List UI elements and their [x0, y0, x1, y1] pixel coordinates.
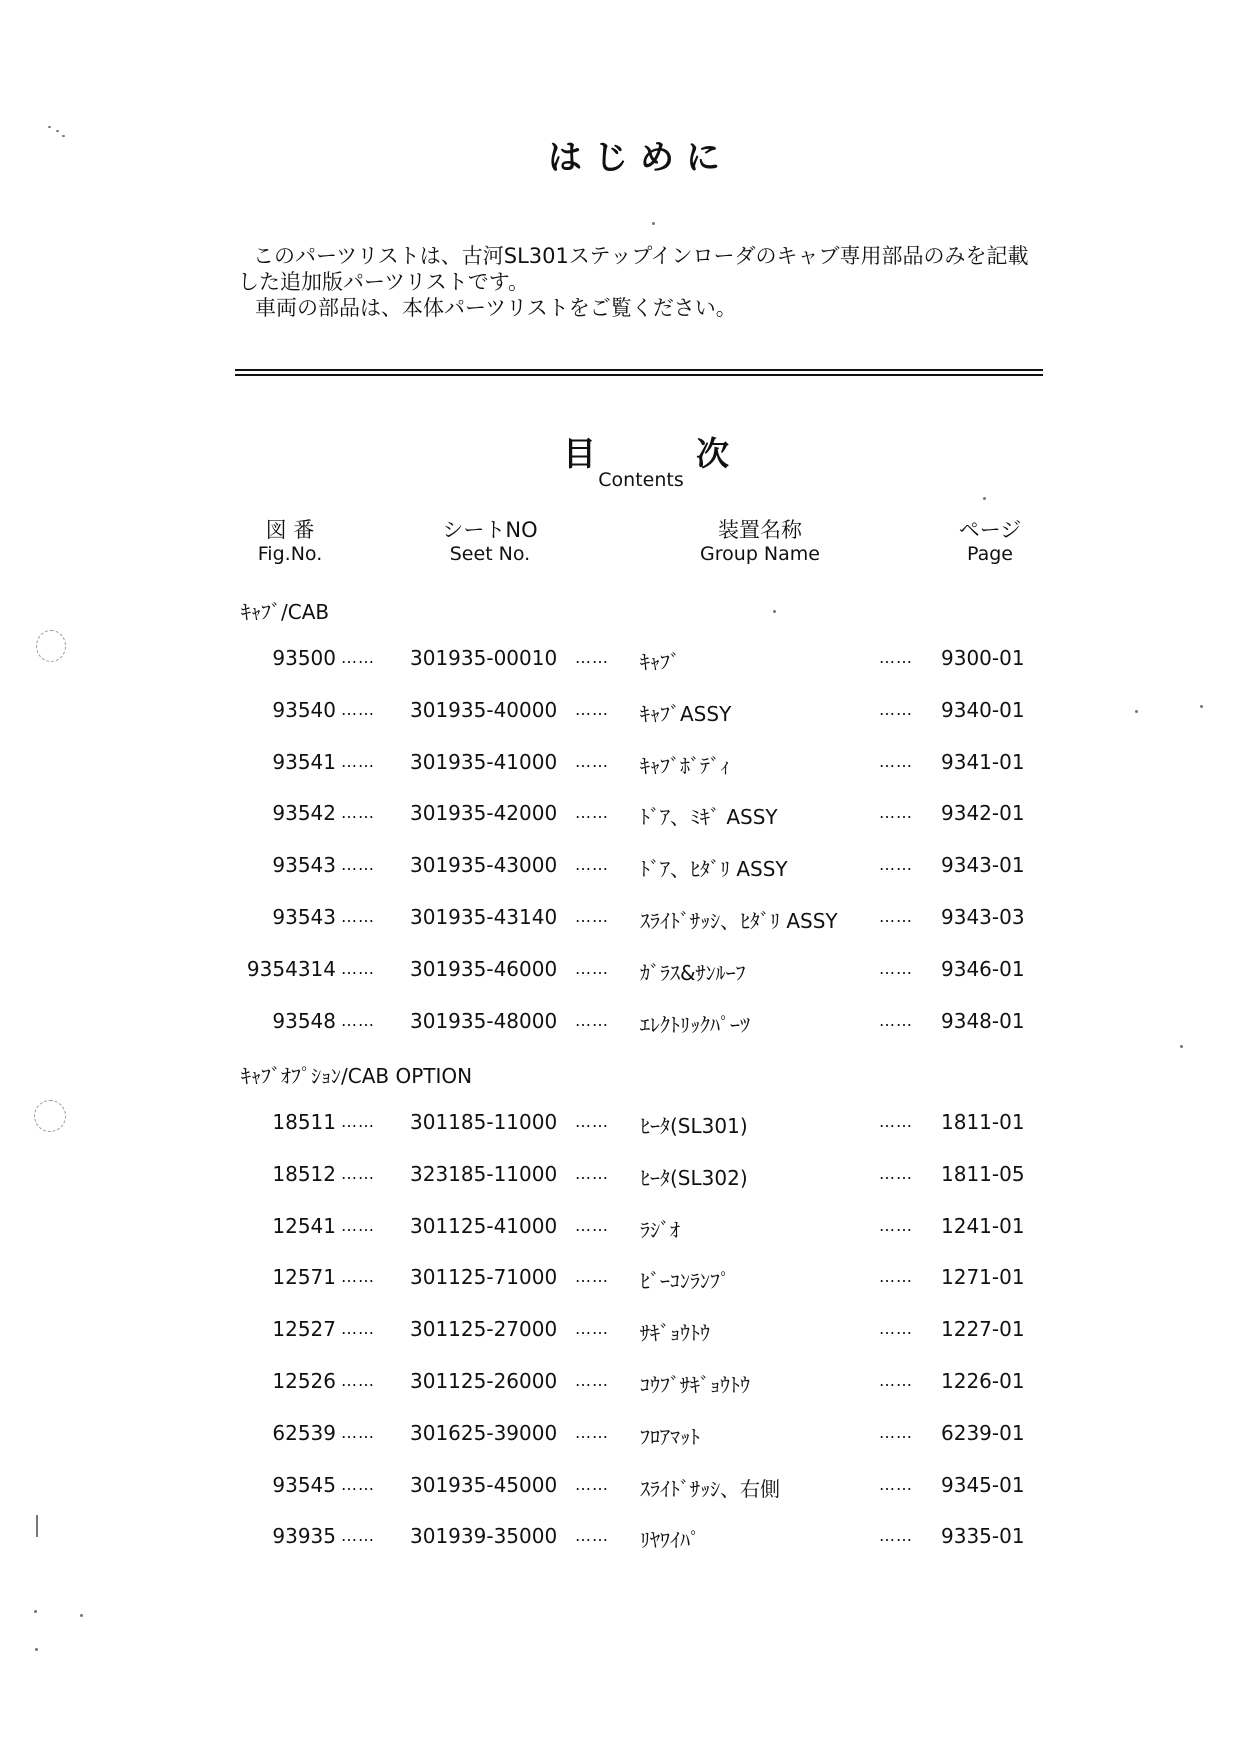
leader-dots: …… — [341, 1011, 375, 1030]
leader-dots: …… — [575, 1526, 609, 1545]
leader-dots: …… — [575, 803, 609, 822]
leader-dots: …… — [341, 1371, 375, 1390]
row-sheet-no: 301935-43140 — [410, 905, 558, 929]
divider-rule — [235, 369, 1043, 371]
leader-dots: …… — [341, 1319, 375, 1338]
row-fig-no: 18511 — [272, 1110, 336, 1134]
row-page: 9343-01 — [941, 853, 1025, 877]
row-group-name: ｽﾗｲﾄﾞｻｯｼ、右側 — [640, 1477, 780, 1501]
row-fig-no: 12526 — [272, 1369, 336, 1393]
row-fig-no: 12571 — [272, 1265, 336, 1289]
row-page: 9300-01 — [941, 646, 1025, 670]
leader-dots: …… — [879, 1011, 913, 1030]
leader-dots: …… — [879, 700, 913, 719]
row-group-name: ｻｷﾞｮｳﾄｳ — [640, 1321, 710, 1345]
leader-dots: …… — [575, 959, 609, 978]
row-fig-no: 9354314 — [246, 957, 336, 981]
leader-dots: …… — [341, 752, 375, 771]
row-group-name: ｷｬﾌﾞ — [640, 650, 680, 674]
leader-dots: …… — [575, 907, 609, 926]
col-header-fig-en: Fig.No. — [257, 543, 323, 565]
leader-dots: …… — [879, 648, 913, 667]
leader-dots: …… — [879, 1526, 913, 1545]
row-fig-no: 93542 — [272, 801, 336, 825]
row-page: 1811-05 — [941, 1162, 1025, 1186]
row-sheet-no: 301125-71000 — [410, 1265, 558, 1289]
leader-dots: …… — [879, 959, 913, 978]
col-header-name-en: Group Name — [700, 543, 820, 565]
row-sheet-no: 301939-35000 — [410, 1524, 558, 1548]
row-fig-no: 93545 — [272, 1473, 336, 1497]
row-sheet-no: 301185-11000 — [410, 1110, 558, 1134]
binding-hole-mark — [36, 630, 66, 662]
row-sheet-no: 301935-41000 — [410, 750, 558, 774]
row-group-name: ｽﾗｲﾄﾞｻｯｼ、ﾋﾀﾞﾘ ASSY — [640, 909, 838, 933]
col-header-page-en: Page — [967, 543, 1013, 565]
row-group-name: ﾋｰﾀ(SL302) — [640, 1166, 748, 1190]
row-page: 9340-01 — [941, 698, 1025, 722]
leader-dots: …… — [879, 752, 913, 771]
row-group-name: ｷｬﾌﾞASSY — [640, 702, 732, 726]
row-sheet-no: 301125-27000 — [410, 1317, 558, 1341]
row-sheet-no: 301125-41000 — [410, 1214, 558, 1238]
row-fig-no: 93543 — [272, 853, 336, 877]
divider-rule — [235, 374, 1043, 376]
row-fig-no: 93500 — [272, 646, 336, 670]
row-page: 9345-01 — [941, 1473, 1025, 1497]
col-header-name-jp: 装置名称 — [718, 518, 802, 542]
scan-speck — [1180, 1045, 1183, 1048]
row-group-name: ﾋﾞｰｺﾝﾗﾝﾌﾟ — [640, 1269, 730, 1293]
leader-dots: …… — [341, 700, 375, 719]
row-group-name: ﾘﾔﾜｲﾊﾟ — [640, 1528, 700, 1552]
leader-dots: …… — [575, 1475, 609, 1494]
contents-title-jp — [563, 428, 729, 475]
leader-dots: …… — [575, 855, 609, 874]
row-fig-no: 93543 — [272, 905, 336, 929]
scan-speck — [773, 610, 776, 613]
scan-speck — [1200, 705, 1203, 708]
leader-dots: …… — [341, 803, 375, 822]
leader-dots: …… — [879, 1423, 913, 1442]
col-header-fig-jp: 図 番 — [265, 518, 315, 542]
row-sheet-no: 323185-11000 — [410, 1162, 558, 1186]
intro-line-1: このパーツリストは、古河SL301ステップインローダのキャブ専用部品のみを記載 — [253, 244, 1029, 268]
row-page: 1227-01 — [941, 1317, 1025, 1341]
row-sheet-no: 301935-45000 — [410, 1473, 558, 1497]
leader-dots: …… — [879, 1216, 913, 1235]
leader-dots: …… — [575, 1423, 609, 1442]
row-page: 9346-01 — [941, 957, 1025, 981]
leader-dots: …… — [879, 803, 913, 822]
col-header-sheet-jp: シートNO — [442, 518, 538, 542]
row-group-name: ﾄﾞｱ、ﾐｷﾞ ASSY — [640, 805, 778, 829]
leader-dots: …… — [575, 1164, 609, 1183]
row-sheet-no: 301935-48000 — [410, 1009, 558, 1033]
row-page: 9335-01 — [941, 1524, 1025, 1548]
leader-dots: …… — [575, 1011, 609, 1030]
scan-speck — [35, 1648, 38, 1651]
row-fig-no: 93548 — [272, 1009, 336, 1033]
row-fig-no: 93935 — [272, 1524, 336, 1548]
row-fig-no: 93541 — [272, 750, 336, 774]
leader-dots: …… — [341, 855, 375, 874]
intro-line-3: 車両の部品は、本体パーツリストをご覧ください。 — [255, 296, 737, 320]
leader-dots: …… — [341, 1526, 375, 1545]
row-fig-no: 18512 — [272, 1162, 336, 1186]
section-title: ｷｬﾌﾞ/CAB — [241, 600, 330, 624]
leader-dots: …… — [879, 855, 913, 874]
row-group-name: ｷｬﾌﾞﾎﾞﾃﾞｨ — [640, 754, 730, 778]
row-sheet-no: 301625-39000 — [410, 1421, 558, 1445]
leader-dots: …… — [341, 1475, 375, 1494]
scan-speck — [80, 1614, 83, 1617]
row-page: 1271-01 — [941, 1265, 1025, 1289]
row-page: 1241-01 — [941, 1214, 1025, 1238]
scan-speck — [36, 1515, 38, 1537]
row-group-name: ﾌﾛｱﾏｯﾄ — [640, 1425, 700, 1449]
leader-dots: …… — [341, 1112, 375, 1131]
leader-dots: …… — [575, 700, 609, 719]
leader-dots: …… — [575, 648, 609, 667]
leader-dots: …… — [341, 1267, 375, 1286]
scan-speck — [1135, 710, 1138, 713]
section-title: ｷｬﾌﾞｵﾌﾟｼｮﾝ/CAB OPTION — [241, 1064, 473, 1088]
row-group-name: ﾗｼﾞｵ — [640, 1218, 680, 1242]
row-page: 9342-01 — [941, 801, 1025, 825]
leader-dots: …… — [879, 1267, 913, 1286]
scan-speck — [652, 222, 655, 225]
leader-dots: …… — [575, 1216, 609, 1235]
leader-dots: …… — [341, 959, 375, 978]
row-sheet-no: 301935-00010 — [410, 646, 558, 670]
scan-speck — [34, 1610, 37, 1613]
leader-dots: …… — [575, 752, 609, 771]
leader-dots: …… — [341, 1423, 375, 1442]
contents-title-char: 次 — [696, 434, 729, 473]
leader-dots: …… — [879, 907, 913, 926]
row-group-name: ﾄﾞｱ、ﾋﾀﾞﾘ ASSY — [640, 857, 788, 881]
row-page: 1811-01 — [941, 1110, 1025, 1134]
row-sheet-no: 301935-42000 — [410, 801, 558, 825]
row-group-name: ﾋｰﾀ(SL301) — [640, 1114, 748, 1138]
intro-line-2: した追加版パーツリストです。 — [238, 270, 530, 294]
row-fig-no: 12541 — [272, 1214, 336, 1238]
row-fig-no: 93540 — [272, 698, 336, 722]
contents-title-char: 目 — [563, 434, 596, 473]
scan-speck — [48, 126, 51, 128]
row-fig-no: 62539 — [272, 1421, 336, 1445]
leader-dots: …… — [341, 1216, 375, 1235]
col-header-page-jp: ページ — [958, 518, 1022, 542]
row-group-name: ｺｳﾌﾞｻｷﾞｮｳﾄｳ — [640, 1373, 750, 1397]
col-header-sheet-en: Seet No. — [449, 543, 531, 565]
row-sheet-no: 301125-26000 — [410, 1369, 558, 1393]
leader-dots: …… — [341, 907, 375, 926]
row-fig-no: 12527 — [272, 1317, 336, 1341]
row-page: 9341-01 — [941, 750, 1025, 774]
binding-hole-mark — [34, 1100, 66, 1132]
leader-dots: …… — [879, 1319, 913, 1338]
row-group-name: ｴﾚｸﾄﾘｯｸﾊﾟｰﾂ — [640, 1013, 750, 1037]
leader-dots: …… — [879, 1371, 913, 1390]
leader-dots: …… — [575, 1371, 609, 1390]
row-sheet-no: 301935-46000 — [410, 957, 558, 981]
row-page: 1226-01 — [941, 1369, 1025, 1393]
row-page: 9348-01 — [941, 1009, 1025, 1033]
leader-dots: …… — [879, 1112, 913, 1131]
leader-dots: …… — [879, 1475, 913, 1494]
row-page: 6239-01 — [941, 1421, 1025, 1445]
leader-dots: …… — [575, 1319, 609, 1338]
contents-title-en: Contents — [598, 469, 684, 491]
row-group-name: ｶﾞﾗｽ&ｻﾝﾙｰﾌ — [640, 961, 746, 985]
leader-dots: …… — [341, 648, 375, 667]
row-page: 9343-03 — [941, 905, 1025, 929]
row-sheet-no: 301935-40000 — [410, 698, 558, 722]
scan-speck — [983, 497, 986, 500]
row-sheet-no: 301935-43000 — [410, 853, 558, 877]
leader-dots: …… — [879, 1164, 913, 1183]
leader-dots: …… — [575, 1112, 609, 1131]
leader-dots: …… — [341, 1164, 375, 1183]
page-title: はじめに — [548, 138, 732, 178]
leader-dots: …… — [575, 1267, 609, 1286]
